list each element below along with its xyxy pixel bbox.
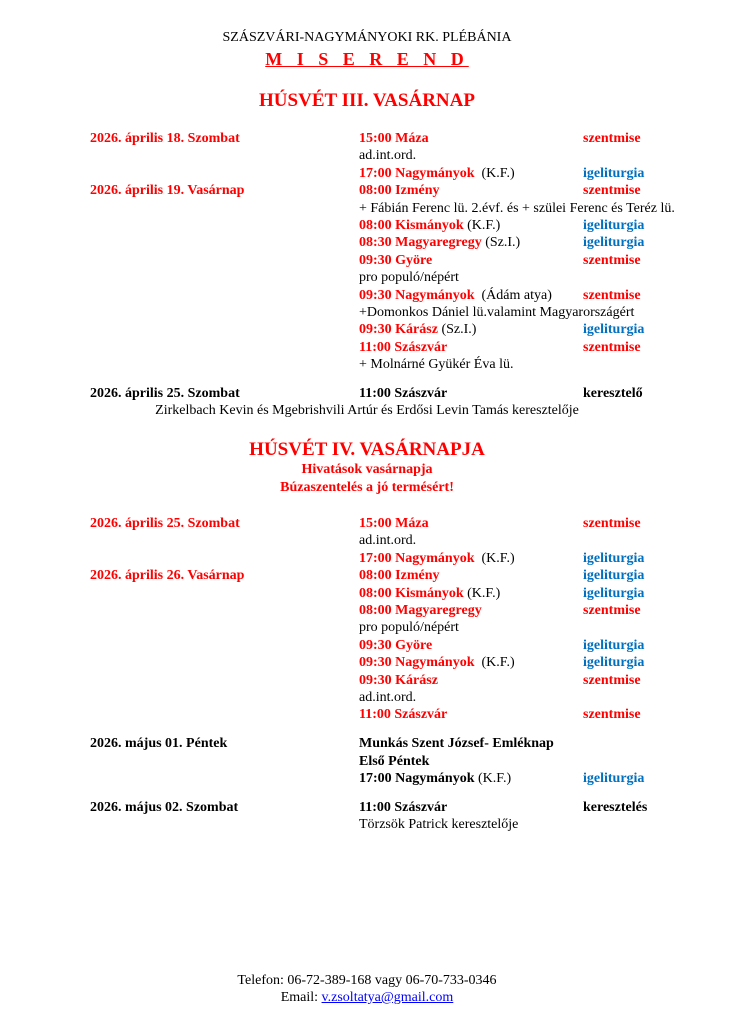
schedule-row — [0, 269, 734, 286]
footer-phone: Telefon: 06-72-389-168 vagy 06-70-733-0346 — [237, 973, 497, 988]
time-place: 09:30 Kárász — [359, 672, 438, 688]
schedule-row — [0, 165, 734, 182]
row-note: (Ádám atya) — [474, 287, 552, 303]
service-type: igeliturgia — [583, 165, 645, 181]
row-detail — [359, 585, 500, 602]
row-detail — [359, 147, 416, 164]
schedule-row — [0, 252, 734, 269]
section-title: HÚSVÉT III. VASÁRNAP — [259, 90, 475, 111]
schedule-row — [0, 385, 734, 402]
row-detail — [359, 602, 482, 619]
time-place: 11:00 Szászvár — [359, 339, 448, 355]
intention-text: Törzsök Patrick keresztelője — [359, 817, 519, 833]
time-place: 08:00 Magyaregregy — [359, 603, 482, 618]
schedule-row — [0, 234, 734, 251]
schedule-row — [0, 217, 734, 234]
service-type: szentmise — [583, 339, 641, 355]
row-detail — [359, 706, 447, 723]
row-detail — [359, 532, 416, 549]
schedule-row — [0, 602, 734, 619]
service-type: szentmise — [583, 603, 641, 618]
schedule-row — [0, 816, 734, 833]
schedule-row — [0, 619, 734, 636]
row-date: 2026. április 26. Vasárnap — [90, 568, 245, 584]
email-link[interactable]: v.zsoltatya@gmail.com — [321, 990, 454, 1005]
row-detail — [359, 735, 554, 752]
row-detail — [359, 287, 552, 304]
parish-name: SZÁSZVÁRI-NAGYMÁNYOKI RK. PLÉBÁNIA — [222, 30, 512, 45]
row-detail — [359, 200, 675, 217]
service-type: szentmise — [583, 131, 641, 146]
schedule-row — [0, 200, 734, 217]
schedule-row — [0, 567, 734, 584]
email-label: Email: — [280, 990, 322, 1005]
service-type: igeliturgia — [583, 235, 645, 251]
time-place: 17:00 Nagymányok — [359, 550, 475, 566]
intention-text: ad.int.ord. — [359, 533, 417, 549]
schedule-row — [0, 402, 734, 419]
row-detail — [359, 515, 429, 532]
intention-text: + Fábián Ferenc lü. 2.évf. és + szülei Ferenc és Teréz lü. — [359, 200, 675, 216]
service-type: igeliturgia — [583, 550, 645, 566]
row-date: 2026. május 01. Péntek — [90, 736, 228, 752]
row-note: (K.F.) — [474, 655, 515, 671]
time-place: 08:00 Izmény — [359, 568, 440, 584]
service-type: szentmise — [583, 707, 641, 723]
time-place: 11:00 Szászvár — [359, 799, 448, 815]
schedule-row — [0, 147, 734, 164]
intention-text: ad.int.ord. — [359, 148, 417, 164]
schedule-row — [0, 339, 734, 356]
intention-text: +Domonkos Dániel lü.valamint Magyarországért — [359, 305, 635, 320]
row-detail — [359, 217, 500, 234]
service-type: igeliturgia — [583, 637, 645, 653]
row-note: (K.F.) — [463, 585, 501, 601]
schedule-row — [0, 735, 734, 752]
time-place: 09:30 Györe — [359, 252, 433, 268]
row-detail — [359, 385, 447, 402]
section-subtitle: Hivatások vasárnapja — [301, 462, 433, 477]
row-detail — [359, 637, 432, 654]
row-detail — [359, 339, 447, 356]
row-detail — [359, 799, 447, 816]
schedule-row — [0, 287, 734, 304]
time-place: 08:00 Izmény — [359, 183, 440, 199]
schedule-row — [0, 654, 734, 671]
time-place: Első Péntek — [359, 753, 430, 769]
service-type: igeliturgia — [583, 655, 645, 671]
time-place: 17:00 Nagymányok — [359, 165, 475, 181]
intention-text: pro populó/népért — [359, 620, 459, 636]
schedule-row — [0, 532, 734, 549]
schedule-row — [0, 706, 734, 723]
intention-text: + Molnárné Gyükér Éva lü. — [359, 357, 514, 373]
service-type: szentmise — [583, 672, 641, 688]
baptism-names: Zirkelbach Kevin és Mgebrishvili Artúr és Erdősi Levin Tamás keresztelője — [155, 403, 579, 419]
schedule-row — [0, 753, 734, 770]
row-date: 2026. április 19. Vasárnap — [90, 183, 245, 199]
schedule-row — [0, 799, 734, 816]
row-detail — [359, 234, 520, 251]
service-type: szentmise — [583, 516, 641, 531]
time-place: 08:00 Kismányok — [359, 218, 464, 233]
row-note: (Sz.I.) — [437, 322, 477, 338]
row-note: (Sz.I.) — [481, 235, 521, 251]
schedule-row — [0, 515, 734, 532]
section-subtitle: Búzaszentelés a jó termésért! — [280, 480, 454, 495]
time-place: 08:30 Magyaregregy — [359, 235, 482, 251]
row-note: (K.F.) — [474, 550, 515, 566]
footer-email — [0, 990, 734, 1006]
service-type: szentmise — [583, 183, 641, 199]
schedule-row — [0, 637, 734, 654]
schedule-row — [0, 689, 734, 706]
row-detail — [359, 567, 440, 584]
time-place: 15:00 Máza — [359, 131, 429, 146]
row-detail — [359, 550, 515, 567]
row-detail — [359, 689, 416, 706]
row-detail — [359, 672, 438, 689]
row-detail — [359, 304, 634, 321]
section-title: HÚSVÉT IV. VASÁRNAPJA — [249, 439, 485, 460]
row-detail — [359, 269, 459, 286]
schedule-row — [0, 770, 734, 787]
service-type: igeliturgia — [583, 322, 645, 338]
schedule-row — [0, 356, 734, 373]
service-type: igeliturgia — [583, 585, 645, 601]
row-date: 2026. április 25. Szombat — [90, 385, 240, 401]
row-detail — [359, 130, 429, 147]
time-place: 11:00 Szászvár — [359, 385, 448, 401]
time-place: Munkás Szent József- Emléknap — [359, 736, 554, 752]
intention-text: ad.int.ord. — [359, 690, 417, 705]
row-detail — [359, 182, 440, 199]
time-place: 09:30 Györe — [359, 637, 433, 653]
row-note: (K.F.) — [474, 770, 512, 786]
service-type: igeliturgia — [583, 568, 645, 584]
row-detail — [359, 165, 515, 182]
row-date: 2026. május 02. Szombat — [90, 799, 239, 815]
schedule-row — [0, 550, 734, 567]
time-place: 09:30 Nagymányok — [359, 287, 475, 303]
schedule-row — [0, 130, 734, 147]
schedule-row — [0, 304, 734, 321]
row-detail — [359, 753, 429, 770]
time-place: 09:30 Nagymányok — [359, 655, 475, 671]
service-type: igeliturgia — [583, 218, 645, 233]
time-place: 15:00 Máza — [359, 516, 429, 531]
service-type: keresztelő — [583, 385, 643, 401]
intention-text: pro populó/népért — [359, 270, 459, 286]
document-title: M I S E R E N D — [265, 49, 469, 69]
row-detail — [359, 770, 511, 787]
schedule-row — [0, 182, 734, 199]
row-detail — [359, 252, 432, 269]
schedule-row — [0, 585, 734, 602]
time-place: 11:00 Szászvár — [359, 707, 448, 723]
row-detail — [359, 321, 476, 338]
row-date: 2026. április 18. Szombat — [90, 131, 240, 146]
time-place: 17:00 Nagymányok — [359, 770, 475, 786]
service-type: keresztelés — [583, 799, 648, 815]
row-note: (K.F.) — [474, 165, 515, 181]
service-type: szentmise — [583, 287, 641, 303]
row-detail — [359, 816, 518, 833]
schedule-row — [0, 321, 734, 338]
schedule-row — [0, 672, 734, 689]
row-detail — [359, 356, 513, 373]
row-detail — [359, 654, 515, 671]
service-type: igeliturgia — [583, 770, 645, 786]
service-type: szentmise — [583, 252, 641, 268]
row-note: (K.F.) — [463, 218, 501, 233]
time-place: 08:00 Kismányok — [359, 585, 464, 601]
row-detail — [359, 619, 459, 636]
row-date: 2026. április 25. Szombat — [90, 516, 240, 531]
time-place: 09:30 Kárász — [359, 322, 438, 338]
